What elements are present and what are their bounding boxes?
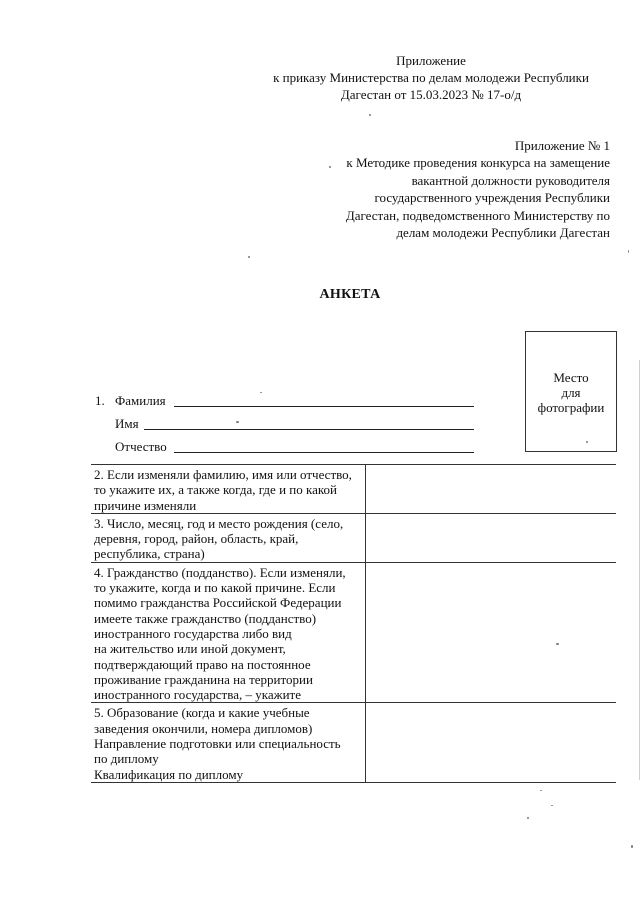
- answer-cell[interactable]: [366, 562, 617, 703]
- form-title: АНКЕТА: [319, 287, 381, 302]
- question-line: Квалификация по диплому: [94, 766, 244, 782]
- scan-speck: [556, 643, 559, 645]
- question-line: то укажите их, а также когда, где и по какой: [94, 482, 337, 498]
- patronymic-label: Отчество: [115, 439, 167, 454]
- question-line: иностранного государства либо вид: [94, 625, 292, 641]
- scan-speck: [551, 805, 553, 806]
- table-row: [91, 703, 616, 782]
- photo-placeholder: [525, 331, 617, 452]
- scan-speck: [527, 817, 529, 819]
- question-line: подтверждающий право на постоянное: [94, 656, 311, 672]
- answer-cell[interactable]: [366, 465, 617, 514]
- appendix-1-header: [310, 137, 610, 241]
- scan-speck: [540, 790, 542, 791]
- item-number: 1.: [95, 393, 105, 408]
- question-line: имеете также гражданство (подданство): [94, 610, 317, 626]
- question-line: то укажите, когда и по какой причине. Если: [94, 580, 336, 596]
- question-line: Направление подготовки или специальность: [94, 736, 341, 752]
- surname-field[interactable]: [174, 406, 474, 407]
- scan-speck: [369, 114, 371, 116]
- appendix-1-line: вакантной должности руководителя: [411, 172, 610, 188]
- appendix-header: [266, 52, 596, 103]
- scan-speck: [628, 250, 629, 253]
- table-row: [91, 513, 616, 562]
- photo-placeholder-line: для: [561, 385, 581, 400]
- scan-speck: [248, 256, 250, 258]
- question-line: деревня, город, район, область, край,: [94, 531, 299, 547]
- name-field[interactable]: [144, 429, 474, 430]
- question-line: 3. Число, месяц, год и место рождения (село,: [94, 515, 344, 531]
- questionnaire-table: [91, 464, 616, 783]
- appendix-1-line: государственного учреждения Республики: [374, 190, 610, 206]
- answer-cell[interactable]: [366, 703, 617, 782]
- table-row: [91, 562, 616, 703]
- scan-speck: [329, 166, 331, 168]
- name-label: Имя: [115, 416, 139, 431]
- question-line: помимо гражданства Российской Федерации: [94, 595, 342, 611]
- question-line: по диплому: [94, 751, 159, 767]
- answer-cell[interactable]: [366, 513, 617, 562]
- question-line: республика, страна): [94, 546, 205, 562]
- appendix-line: Приложение: [396, 53, 466, 68]
- appendix-1-line: делам молодежи Республики Дагестан: [396, 225, 610, 241]
- question-line: 2. Если изменяли фамилию, имя или отчество,: [94, 467, 352, 482]
- question-cell: [91, 465, 366, 514]
- photo-placeholder-line: Место: [553, 370, 589, 385]
- surname-label: Фамилия: [115, 393, 166, 408]
- question-line: заведения окончили, номера дипломов): [94, 720, 313, 736]
- question-cell: [91, 703, 366, 782]
- photo-placeholder-line: фотографии: [537, 400, 605, 415]
- question-line: 4. Гражданство (подданство). Если изменяли,: [94, 564, 346, 580]
- question-line: проживание гражданина на территории: [94, 671, 313, 687]
- appendix-line: Дагестан от 15.03.2023 № 17-о/д: [340, 87, 522, 102]
- scan-speck: [236, 421, 239, 423]
- scan-speck: [586, 441, 588, 443]
- question-line: 5. Образование (когда и какие учебные: [94, 705, 310, 721]
- question-line: причине изменяли: [94, 497, 197, 513]
- scan-speck: [260, 392, 262, 393]
- question-line: иностранного государства, – укажите: [94, 687, 302, 703]
- question-cell: [91, 513, 366, 562]
- patronymic-field[interactable]: [174, 452, 474, 453]
- appendix-1-line: Дагестан, подведомственного Министерству по: [345, 207, 610, 223]
- appendix-line: к приказу Министерства по делам молодежи Республики: [273, 70, 589, 85]
- question-line: на жительство или иной документ,: [94, 641, 286, 657]
- appendix-1-line: к Методике проведения конкурса на замещение: [346, 155, 610, 171]
- appendix-1-line: Приложение № 1: [514, 138, 610, 153]
- table-row: [91, 465, 616, 514]
- scan-speck: [631, 845, 633, 848]
- question-cell: [91, 562, 366, 703]
